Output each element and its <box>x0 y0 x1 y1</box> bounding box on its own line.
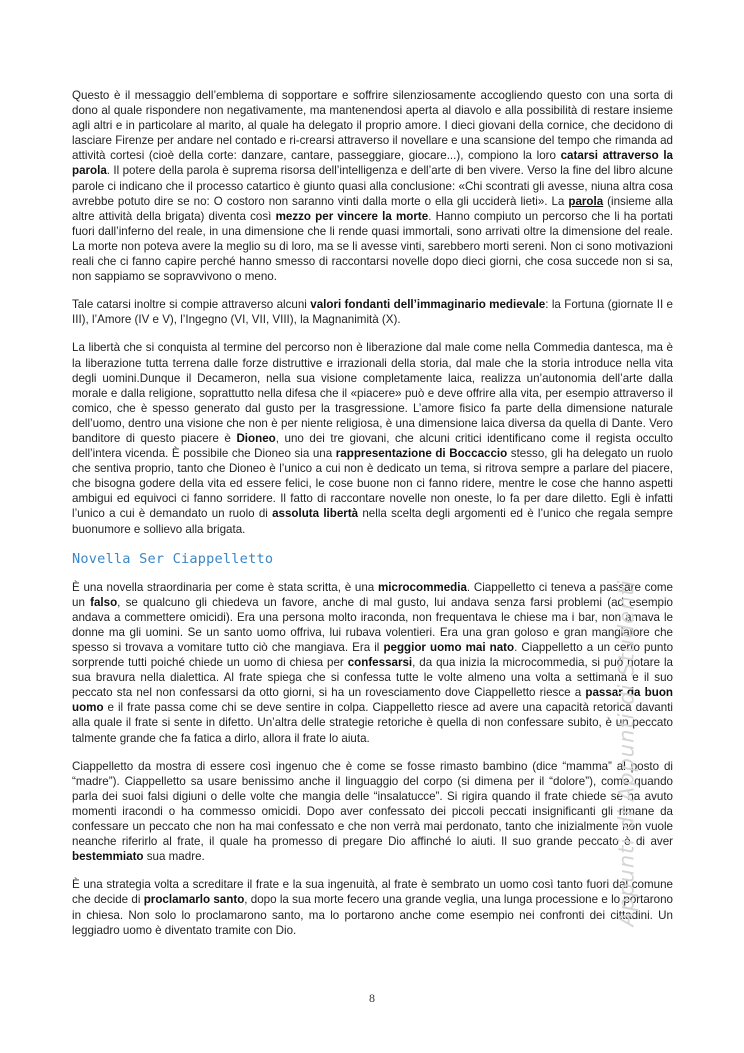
text-run: e il frate passa come chi se deve sentire in colpa. Ciappelletto riesce ad avere una capacità retorica davanti alla quale il frate si sente in difetto. Un’altra delle strategie retoriche è quella di non confessare subito, è un peccato talmente grande che fa fatica a dirlo, allora il frate lo aiuta. <box>72 701 673 745</box>
text-run: , da qua inizia la microcommedia, si può notare la sua bravura nella dialettica. Al frate spiega che si confessa tutte le volte almeno una volta a settimana e il suo peccato sta nel non confessarsi da otto giorni, si ha un rovesciamento dove Ciappelletto riesce a <box>72 656 673 700</box>
text-run: (insieme alla altre attività della brigata) diventa così <box>72 194 673 223</box>
text-run: , dopo la sua morte fecero una grande veglia, una lunga processione e lo portarono in chiesa. Non solo lo proclamarono santo, ma lo portarono anche come esempio nei confronti dei cittadini. Un leggiadro uomo è diventato tramite con Dio. <box>72 893 674 937</box>
underlined-emphasis: parola <box>568 194 604 208</box>
section-heading: Novella Ser Ciappelletto <box>72 550 274 567</box>
text-run: È una strategia volta a screditare il frate e la sua ingenuità, al frate è sembrato un uomo così tanto fuori dal comune che decide di <box>72 878 673 907</box>
text-run: stesso, gli ha delegato un ruolo che sentiva proprio, tanto che Dioneo è l’unico a cui non è dedicato un tema, si ritrova sempre a parlare del piacere, che bisogna godere della vita ed essere felici, le cose buone non ci fanno ridere, mentre le cose che hanno aspetti ambigui ed equivoci ci fanno sorridere. Il fatto di raccontare novelle non oneste, lo fa per dare diletto. Egli è infatti l’unico a cui è demandato un ruolo di <box>72 447 673 521</box>
paragraph <box>72 340 673 536</box>
bold-emphasis: assoluta libertà <box>272 507 359 521</box>
paragraph <box>72 759 673 865</box>
text-run: sua madre. <box>143 850 205 864</box>
text-run: , uno dei tre giovani, che alcuni critici identificano come il regista occulto dell’intera vicenda. È possibile che Dioneo sia una <box>72 431 673 461</box>
text-run: Tale catarsi inoltre si compie attraverso alcuni <box>72 298 311 312</box>
bold-emphasis <box>568 195 603 208</box>
text-run: . Il potere della parola è suprema risorsa dell’intelligenza e dell’arte di ben vivere. Verso la fine del libro alcune parole ci indicano che il processo catartico è giunto quasi alla conclusione: «Chi scontrati gli avesse, niuna altra cosa avrebbe potuto dire se no: O costoro non saranno vinti dalla morte o ella gli ucciderà lieti». La <box>72 164 673 208</box>
bold-emphasis: bestemmiato <box>72 850 144 864</box>
bold-emphasis: passar da buon uomo <box>72 686 673 715</box>
bold-emphasis: rappresentazione di Boccaccio <box>335 447 508 461</box>
text-run: Questo è il messaggio dell’emblema di sopportare e soffrire silenziosamente accogliendo questo con una sorta di dono al quale rispondere non negativamente, ma mantenendosi aperta al diavolo e alla possibilità di restare insieme agli altri e in particolare al marito, al quale ha delegato il proprio amore. I dieci giovani della cornice, che decidono di lasciare Firenze per andare nel contado e ri-crearsi attraverso il novellare e una scansione del tempo che rimanda ad attività cortesi (cioè della corte: danzare, cantare, passeggiare, giocare...), compiono la loro <box>72 89 673 163</box>
bold-emphasis: catarsi attraverso la parola <box>72 149 673 178</box>
ciappelletto-section <box>72 580 673 938</box>
bold-emphasis: falso <box>90 595 118 609</box>
page-body <box>72 88 673 951</box>
text-run: . Ciappelletto a un certo punto sorprende tutti poiché chiede un uomo di chiesa per <box>72 641 674 670</box>
text-run: : la Fortuna (giornate II e III), l’Amore (IV e V), l’Ingegno (VI, VII, VIII), la Magnanimità (X). <box>72 298 673 327</box>
intro-section <box>72 88 673 537</box>
paragraph <box>72 580 673 746</box>
text-run: . Ciappelletto ci teneva a passare come un <box>72 580 673 609</box>
text-run: , se qualcuno gli chiedeva un favore, anche di mal gusto, lui andava senza farsi problemi (ad esempio andava a commettere omicidi). Era una persona molto iraconda, non frequentava le chiese ma i bar, non amava le donne ma gli uomini. Se un santo uomo offriva, lui rubava volentieri. Era una gran goloso e gran mangiatore che spesso si trovava a vomitare tutto ciò che mangiava. Era il <box>72 595 673 654</box>
text-run: Ciappelletto da mostra di essere così ingenuo che è come se fosse rimasto bambino (dice “mamma” al posto di “madre”). Ciappelletto sa usare benissimo anche il linguaggio del corpo (si dimena per il “dolore”), come quando parla dei suoi falsi digiuni o delle volte che mangia delle “insalatucce”. Si rigira quando il frate chiede se ha avuto momenti iracondi o ha commesso omicidi. Dopo aver confessato dei piccoli peccati insignificanti gli rimane da confessare un peccato che non ha mai confessato e che non verrà mai perdonato, tanto che inizialmente non vuole neanche riferirlo al frate, il quale ha promesso di pregare Dio affinché lo aiuti. Il suo grande peccato è di aver <box>72 759 673 849</box>
paragraph <box>72 877 673 937</box>
text-run: . Hanno compiuto un percorso che li ha portati fuori dall’inferno del reale, in una dimensione che li rende quasi immortali, sono arrivati oltre la dimensione del reale. La morte non poteva avere la meglio su di loro, ma se li avesse vinti, sarebbero morti sereni. Non ci sono motivazioni reali che ci fanno capire perché hanno smesso di raccontarsi novelle dopo dieci giorni, che cosa succede non si sa, non sappiamo se sopravvivono o meno. <box>72 209 673 284</box>
bold-emphasis: confessarsi <box>347 656 413 670</box>
paragraph <box>72 297 673 327</box>
bold-emphasis: microcommedia <box>377 580 467 594</box>
bold-emphasis: Dioneo <box>236 431 276 445</box>
bold-emphasis: mezzo per vincere la morte <box>275 209 429 223</box>
bold-emphasis: proclamarlo santo <box>143 893 245 907</box>
text-run: nella scelta degli argomenti ed è l’unico che regala sempre buonumore e sollievo alla brigata. <box>72 507 673 536</box>
text-run: La libertà che si conquista al termine del percorso non è liberazione dal male come nella Commedia dantesca, ma è la liberazione tutta terrena dalle forze distruttive e irrazionali della storia, dal male che la storia introduce nella vita degli uomini.Dunque il Decameron, nella sua visione completamente laica, realizza un’autonomia dell’arte dalla morale e dalla religione, soprattutto nella difesa che il «piacere» può e deve offrire alla vita, per esempio attraverso il comico, che è spesso generato dal gusto per la trasgressione. L’amore fisico fa parte della dimensione naturale dell’uomo, dentro una visione che non è per niente religiosa, è una dimensione laica diversa da quella di Dante. Vero banditore di questo piacere è <box>72 341 673 445</box>
paragraph <box>72 88 673 284</box>
watermark <box>596 538 656 968</box>
bold-emphasis: peggior uomo mai nato <box>383 641 515 654</box>
text-run: È una novella straordinaria per come è stata scritta, è una <box>72 580 378 594</box>
watermark-text: Appunti di Appunti di Studenti <box>614 579 638 927</box>
page-number: 8 <box>369 991 375 1005</box>
bold-emphasis: valori fondanti dell’immaginario medievale <box>310 298 546 312</box>
